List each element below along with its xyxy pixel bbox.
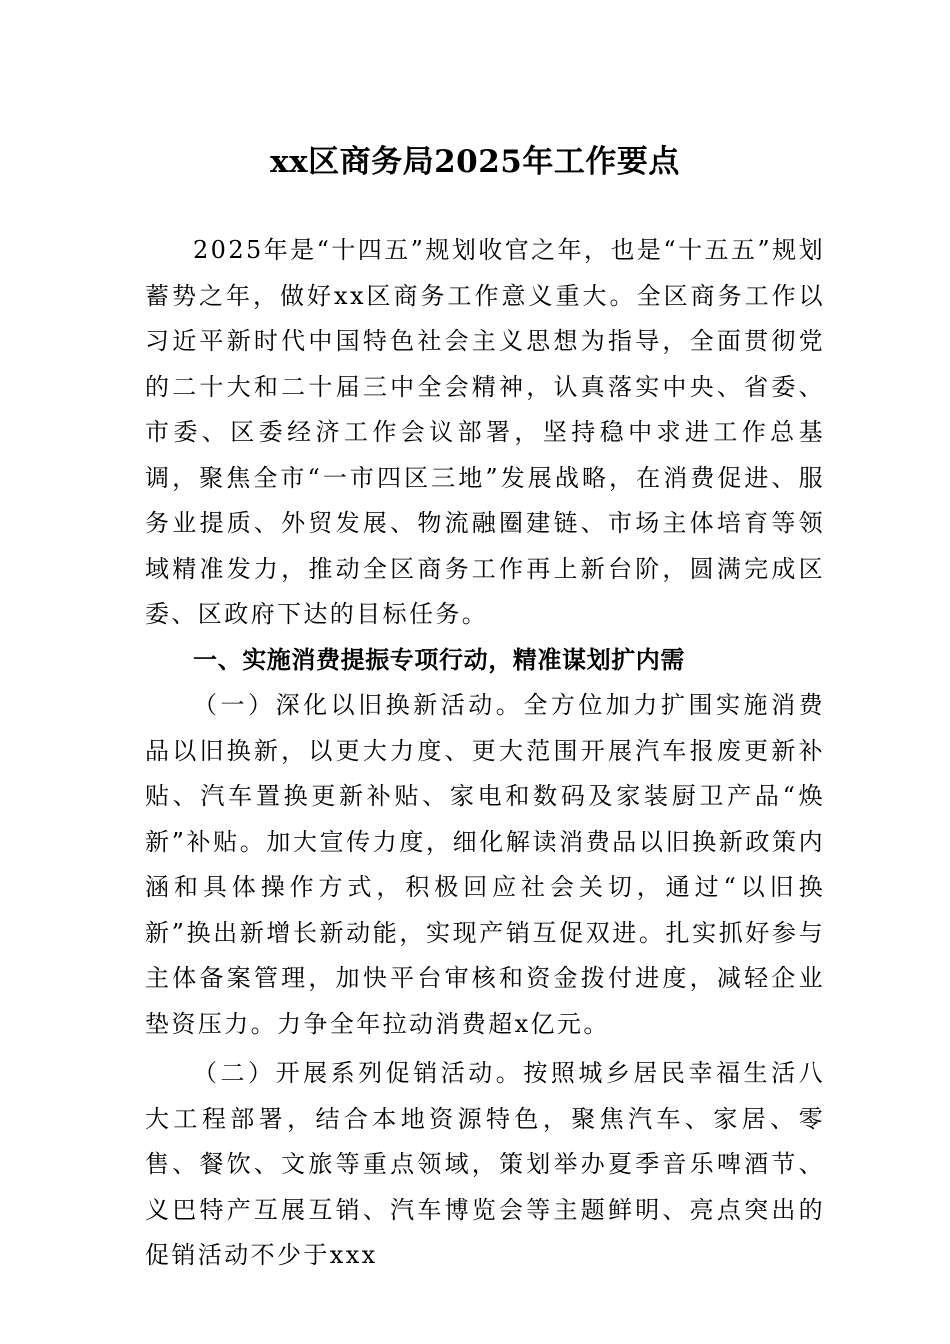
intro-paragraph: 2025年是“十四五”规划收官之年，也是“十五五”规划蓄势之年，做好xx区商务工作意义重大。全区商务工作以习近平新时代中国特色社会主义思想为指导，全面贯彻党的二十大和二十届三中全会精神，认真落实中央、省委、市委、区委经济工作会议部署，坚持稳中求进工作总基调，聚焦全市“一市四区三地”发展战略，在消费促进、服务业提质、外贸发展、物流融圈建链、市场主体培育等领域精准发力，推动全区商务工作再上新台阶，圆满完成区委、区政府下达的目标任务。 <box>145 236 825 628</box>
item-2-paragraph <box>145 1051 825 1279</box>
section-1-heading: 一、实施消费提振专项行动，精准谋划扩内需 <box>193 645 685 674</box>
item-1-paragraph <box>145 683 825 1047</box>
item-1-text: 全方位加力扩围实施消费品以旧换新，以更大力度、更大范围开展汽车报废更新补贴、汽车置换更新补贴、家电和数码及家装厨卫产品“焕新”补贴。加大宣传力度，细化解读消费品以旧换新政策内涵和具体操作方式，积极回应社会关切，通过“以旧换新”换出新增长新动能，实现产销互促双进。扎实抓好参与主体备案管理，加快平台审核和资金拨付进度，减轻企业垫资压力。力争全年拉动消费超x亿元。 <box>145 691 825 1038</box>
document-body <box>145 228 825 1279</box>
document-title: xx区商务局2025年工作要点 <box>270 144 680 180</box>
item-1-lead: （一）深化以旧换新活动。 <box>193 691 524 719</box>
item-2-text: 按照城乡居民幸福生活八大工程部署，结合本地资源特色，聚焦汽车、家居、零售、餐饮、文旅等重点领域，策划举办夏季音乐啤酒节、义巴特产互展互销、汽车博览会等主题鲜明、亮点突出的促销活动不少于xxx <box>145 1059 825 1269</box>
item-2-lead: （二）开展系列促销活动。 <box>193 1059 524 1087</box>
